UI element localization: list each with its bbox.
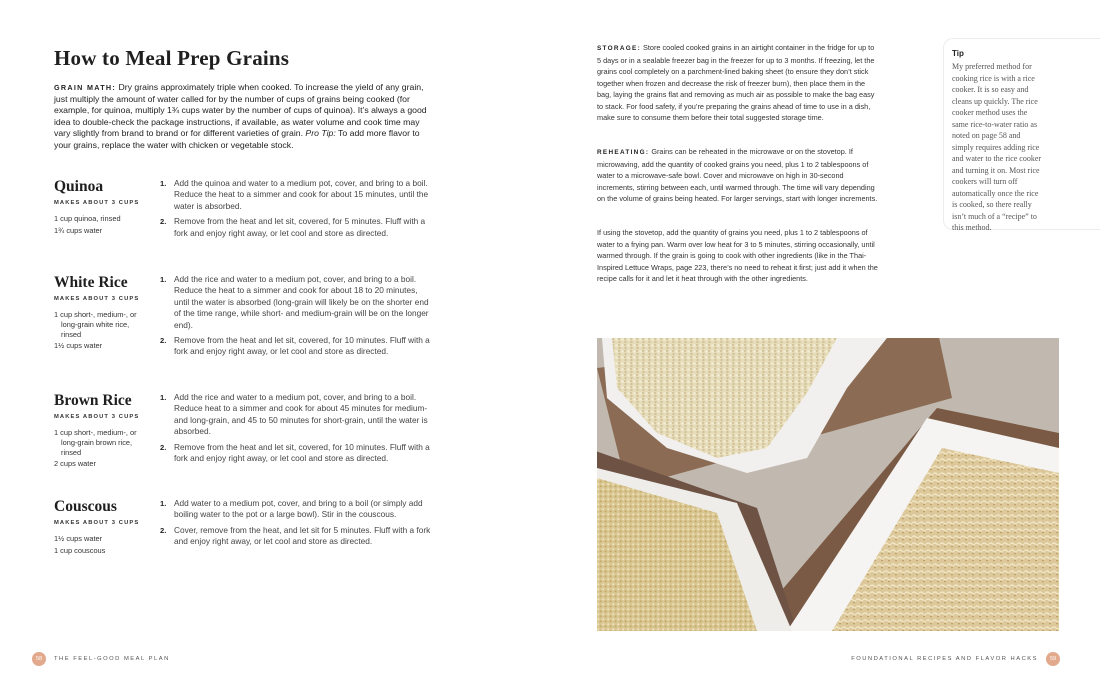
step-text: Add the quinoa and water to a medium pot, cover, and bring to a boil. Reduce the heat to a simmer and cook for about 15 minutes, until the water is absorbed. xyxy=(174,178,429,211)
page-title: How to Meal Prep Grains xyxy=(54,46,290,70)
step: 2. Remove from the heat and let sit, covered, for 10 minutes. Fluff with a fork and enjoy right away, or let cool and store as directed. xyxy=(160,441,430,464)
step: 1. Add the quinoa and water to a medium pot, cover, and bring to a boil. Reduce the heat to a simmer and cook for about 15 minutes, until the water is absorbed. xyxy=(160,178,429,211)
ingredient: 1½ cups water xyxy=(54,534,103,543)
reheating-label: REHEATING: xyxy=(597,149,650,156)
step-text: Remove from the heat and let sit, covered, for 5 minutes. Fluff with a fork and enjoy right away, or let cool and store as directed. xyxy=(174,216,426,238)
ingredient-list xyxy=(54,310,146,353)
pro-tip-label: Pro Tip: xyxy=(305,128,336,139)
step-text: Remove from the heat and let sit, covered, for 10 minutes. Fluff with a fork and enjoy right away, or let cool and store as directed. xyxy=(174,335,430,357)
grains-on-baking-sheets-illustration xyxy=(597,338,1059,631)
recipe-name: Quinoa xyxy=(54,178,104,195)
step: 1. Add the rice and water to a medium pot, cover, and bring to a boil. Reduce heat to a simmer and cook for about 45 minutes for medium- and long-grain, and 45 to 50 minutes for short-grain, until the water is absorbed. xyxy=(160,392,428,437)
reheating-paragraph xyxy=(597,146,879,205)
page-number-badge: 59 xyxy=(1046,652,1060,666)
step-text: Remove from the heat and let sit, covered, for 10 minutes. Fluff with a fork and enjoy right away, or let cool and store as directed. xyxy=(174,441,430,464)
step-text: Add the rice and water to a medium pot, cover, and bring to a boil. Reduce the heat to a simmer and cook for about 18 to 20 minutes, until the water is absorbed (long-grain will likely be on the shorter end of the time range, while short- and medium-grain will be on the longer end). xyxy=(174,274,429,330)
pro-tip-text: To add more flavor to your grains, replace the water with chicken or vegetable stock. xyxy=(54,128,420,150)
recipe-yield: MAKES ABOUT 3 CUPS xyxy=(54,200,140,206)
recipe-name: Couscous xyxy=(54,498,117,515)
ingredient: 1 cup couscous xyxy=(54,545,106,555)
storage-label: STORAGE: xyxy=(597,45,642,52)
tip-body: My preferred method for cooking rice is with a rice cooker. It is so easy and cleans up quickly. The rice cooker method uses the same rice-to-water ratio as noted on page 58 and simply requires adding rice and water to the rice cooker and turning it on. Most rice cookers will turn off automatically once the rice is cooked, so there really isn’t much of a “recipe” to this method. xyxy=(952,62,1042,232)
recipe-yield: MAKES ABOUT 3 CUPS xyxy=(54,520,140,526)
tip-title: Tip xyxy=(952,49,964,58)
ingredient: 1¾ cups water xyxy=(54,225,103,235)
footer-left xyxy=(32,652,170,666)
step-list xyxy=(160,274,432,362)
ingredient: 1 cup quinoa, rinsed xyxy=(54,214,121,223)
step: 1. Add water to a medium pot, cover, and bring to a boil (or simply add boiling water to the pot or a large bowl). Stir in the couscous. xyxy=(160,498,423,520)
step-list xyxy=(160,498,432,552)
step: 2. Remove from the heat and let sit, covered, for 10 minutes. Fluff with a fork and enjoy right away, or let cool and store as directed. xyxy=(160,335,430,357)
ingredient-list xyxy=(54,214,146,238)
footer-right xyxy=(851,652,1060,666)
recipe-yield: MAKES ABOUT 3 CUPS xyxy=(54,296,140,302)
ingredient: 1 cup short-, medium-, or long-grain white rice, rinsed xyxy=(54,310,137,339)
recipe-name: Brown Rice xyxy=(54,392,132,409)
step-text: Add the rice and water to a medium pot, cover, and bring to a boil. Reduce heat to a simmer and cook for about 45 minutes for medium- and long-grain, and 45 to 50 minutes for short-grain, until the water is absorbed. xyxy=(174,392,428,437)
step-text: Cover, remove from the heat, and let sit for 5 minutes. Fluff with a fork and enjoy right away, or let cool and store as directed. xyxy=(174,524,431,547)
step: 1. Add the rice and water to a medium pot, cover, and bring to a boil. Reduce the heat to a simmer and cook for about 18 to 20 minutes, until the water is absorbed (long-grain will likely be on the shorter end of the time range, while short- and medium-grain will be on the longer end). xyxy=(160,274,429,330)
recipe-yield: MAKES ABOUT 3 CUPS xyxy=(54,414,140,420)
ingredient: 1 cup short-, medium-, or long-grain brown rice, rinsed xyxy=(54,428,137,457)
step-list xyxy=(160,392,432,468)
grain-math-text: Dry grains approximately triple when cooked. To increase the yield of any grain, just multiply the amount of water called for by the number of cups of grains being cooked (for example, for quinoa, multiply 1¾ cups water by the number of cups of quinoa). It’s always a good idea to double-check the package instructions, if available, as water volume and cook time may vary slightly from brand to brand or for different varieties of grain. xyxy=(54,82,427,139)
step: 2. Cover, remove from the heat, and let sit for 5 minutes. Fluff with a fork and enjoy right away, or let cool and store as directed. xyxy=(160,524,431,547)
storage-text: Store cooled cooked grains in an airtight container in the fridge for up to 5 days or in a sealable freezer bag in the freezer for up to 3 months. If freezing, let the grains cool completely on a parchment-lined baking sheet (to ensure they don’t stick together when frozen and decrease the risk of freezer burn), then place them in the bag, laying the grains flat and removing as much air as possible to make the bag easy to stack. For food safety, if you’re preparing the grains ahead of time to use in a dish, make sure to consume them before their total suggested storage time. xyxy=(597,43,875,122)
ingredient: 1½ cups water xyxy=(54,341,103,351)
stovetop-paragraph: If using the stovetop, add the quantity of grains you need, plus 1 to 2 tablespoons of water to a frying pan. Warm over low heat for 3 to 5 minutes, stirring occasionally, until warmed through. If the grain is going to cook with other ingredients (like in the Thai-Inspired Lettuce Wraps, page 223, there’s no need to reheat it first; just add it when the recipe calls for it and let it heat through with the other ingredients. xyxy=(597,228,878,283)
grain-math-paragraph xyxy=(54,82,429,152)
tip-box xyxy=(943,38,1100,230)
storage-paragraph xyxy=(597,42,879,124)
page-number-badge: 58 xyxy=(32,652,46,666)
step: 2. Remove from the heat and let sit, covered, for 5 minutes. Fluff with a fork and enjoy right away, or let cool and store as directed. xyxy=(160,216,426,238)
grain-math-label: GRAIN MATH: xyxy=(54,83,117,92)
recipe-name: White Rice xyxy=(54,274,128,291)
reheating-text: Grains can be reheated in the microwave or on the stovetop. If microwaving, add the quantity of cooked grains you need, plus 1 to 2 tablespoons of water to a microwave-safe bowl. Cover and microwave on high in 30-second increments, stirring between each, until warmed through. The time will vary depending on the volume of grains being heated. For larger servings, start with longer increments. xyxy=(597,147,878,203)
ingredient-list xyxy=(54,428,146,471)
ingredient-list xyxy=(54,534,146,558)
step-list xyxy=(160,178,432,243)
running-footer: THE FEEL-GOOD MEAL PLAN xyxy=(54,656,170,662)
grains-photo xyxy=(597,338,1059,631)
running-footer: FOUNDATIONAL RECIPES AND FLAVOR HACKS xyxy=(851,656,1038,662)
ingredient: 2 cups water xyxy=(54,459,96,469)
step-text: Add water to a medium pot, cover, and bring to a boil (or simply add boiling water to the pot or a large bowl). Stir in the couscous. xyxy=(174,498,423,520)
